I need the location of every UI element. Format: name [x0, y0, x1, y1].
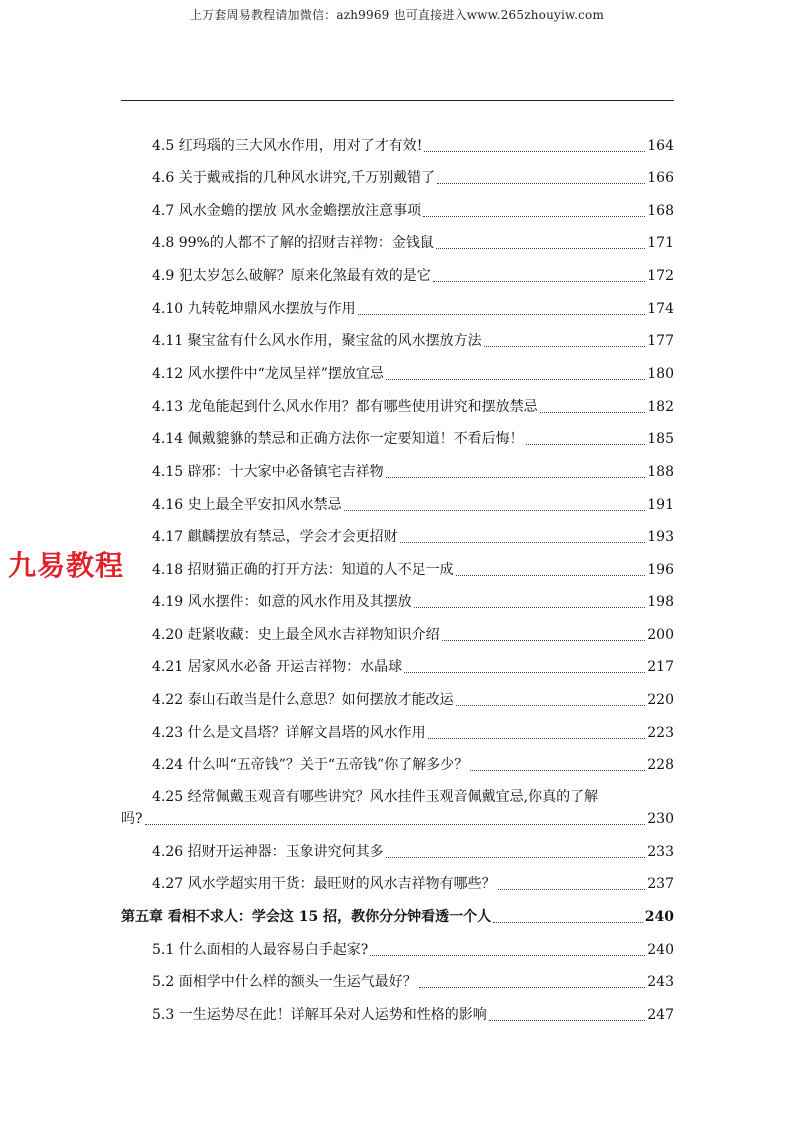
toc-entry[interactable] [152, 298, 674, 320]
toc-leader-dots [456, 575, 646, 576]
toc-page-number: 188 [647, 464, 674, 480]
toc-entry-title: 4.14 佩戴貔貅的禁忌和正确方法你一定要知道！不看后悔！ [152, 431, 524, 447]
toc-page-number: 172 [647, 268, 674, 284]
toc-entry-title: 4.12 风水摆件中“龙凤呈祥”摆放宜忌 [152, 366, 384, 382]
toc-entry-title: 5.3 一生运势尽在此！详解耳朵对人运势和性格的影响 [152, 1007, 487, 1023]
toc-entry[interactable] [152, 396, 674, 418]
toc-leader-dots [437, 183, 645, 184]
toc-entry-title: 4.11 聚宝盆有什么风水作用，聚宝盆的风水摆放方法 [152, 333, 482, 349]
toc-entry-title: 4.16 史上最全平安扣风水禁忌 [152, 497, 342, 513]
toc-entry-title: 4.8 99%的人都不了解的招财吉祥物：金钱鼠 [152, 235, 434, 251]
toc-page-number: 180 [647, 366, 674, 382]
toc-leader-dots [456, 705, 646, 706]
toc-leader-dots [414, 607, 646, 608]
toc-entry-title: 4.26 招财开运神器：玉象讲究何其多 [152, 844, 384, 860]
toc-entry[interactable] [152, 167, 674, 189]
toc-page-number: 174 [647, 301, 674, 317]
toc-page-number: 196 [647, 562, 674, 578]
toc-leader-dots [433, 281, 646, 282]
toc-leader-dots [489, 1020, 646, 1021]
toc-page-number: 223 [647, 725, 674, 741]
toc-entry[interactable] [152, 754, 674, 776]
page-header: 上万套周易教程请加微信：azh9969 也可直接进入www.265zhouyiw.com [189, 8, 605, 22]
toc-entry[interactable] [152, 494, 674, 516]
toc-entry-first-line: 4.25 经常佩戴玉观音有哪些讲究？风水挂件玉观音佩戴宜忌,你真的了解 [152, 789, 599, 805]
toc-entry-title: 4.19 风水摆件：如意的风水作用及其摆放 [152, 594, 412, 610]
toc-leader-dots [386, 379, 645, 380]
toc-leader-dots [526, 444, 646, 445]
toc-page-number: 166 [647, 170, 674, 186]
toc-entry[interactable] [152, 971, 674, 993]
toc-leader-dots [386, 857, 646, 858]
toc-leader-dots [386, 477, 646, 478]
toc-entry-title: 5.2 面相学中什么样的额头一生运气最好？ [152, 974, 417, 990]
toc-chapter-entry[interactable] [121, 906, 674, 928]
toc-entry[interactable] [152, 200, 674, 222]
toc-entry-title: 4.21 居家风水必备 开运吉祥物：水晶球 [152, 659, 403, 675]
toc-page-number: 164 [647, 138, 674, 154]
toc-entry-title: 4.6 关于戴戒指的几种风水讲究,千万别戴错了 [152, 170, 436, 186]
toc-entry-title: 第五章 看相不求人：学会这 15 招，教你分分钟看透一个人 [121, 909, 492, 925]
toc-entry-title: 4.22 泰山石敢当是什么意思？如何摆放才能改运 [152, 692, 454, 708]
toc-page-number: 240 [644, 909, 674, 925]
toc-leader-dots [145, 824, 646, 825]
toc-entry[interactable] [152, 1004, 674, 1026]
toc-page-number: 193 [647, 529, 674, 545]
toc-page-number: 182 [647, 399, 674, 415]
toc-entry[interactable] [152, 363, 674, 385]
toc-entry-title: 4.5 红玛瑙的三大风水作用，用对了才有效! [152, 138, 423, 154]
toc-entry-title: 4.9 犯太岁怎么破解？原来化煞最有效的是它 [152, 268, 431, 284]
toc-leader-dots [419, 987, 646, 988]
toc-entry[interactable] [152, 656, 674, 678]
toc-entry[interactable] [152, 841, 674, 863]
toc-entry[interactable] [152, 526, 674, 548]
toc-entry[interactable] [152, 461, 674, 483]
toc-entry[interactable] [152, 265, 674, 287]
toc-leader-dots [428, 738, 646, 739]
watermark: 九易教程 [8, 549, 125, 582]
toc-leader-dots [470, 770, 645, 771]
toc-entry-title: 4.10 九转乾坤鼎风水摆放与作用 [152, 301, 356, 317]
toc-page-number: 228 [647, 757, 674, 773]
toc-entry[interactable] [152, 232, 674, 254]
toc-entry[interactable] [152, 591, 674, 613]
toc-entry-title: 4.18 招财猫正确的打开方法：知道的人不足一成 [152, 562, 454, 578]
toc-leader-dots [423, 216, 645, 217]
toc-page-number: 247 [647, 1007, 674, 1023]
toc-entry-title: 4.24 什么叫“五帝钱”？关于“五帝钱”你了解多少？ [152, 757, 469, 773]
toc-page-number: 198 [647, 594, 674, 610]
toc-entry-title: 4.20 赶紧收藏：史上最全风水吉祥物知识介绍 [152, 627, 440, 643]
toc-page-number: 230 [647, 811, 674, 827]
toc-entry-title: 4.23 什么是文昌塔？详解文昌塔的风水作用 [152, 725, 426, 741]
toc-entry-title: 4.7 风水金蟾的摆放 风水金蟾摆放注意事项 [152, 203, 422, 219]
toc-entry-title: 4.13 龙龟能起到什么风水作用？都有哪些使用讲究和摆放禁忌 [152, 399, 538, 415]
toc-page-number: 220 [647, 692, 674, 708]
toc-page-number: 243 [647, 974, 674, 990]
toc-leader-dots [484, 346, 646, 347]
toc-leader-dots [493, 922, 643, 923]
toc-entry[interactable] [152, 722, 674, 744]
toc-entry[interactable] [152, 624, 674, 646]
toc-entry[interactable] [152, 873, 674, 895]
toc-entry[interactable] [152, 559, 674, 581]
toc-page-number: 200 [647, 627, 674, 643]
toc-leader-dots [442, 640, 646, 641]
toc-page-number: 191 [647, 497, 674, 513]
toc-entry-title: 4.17 麒麟摆放有禁忌，学会才会更招财 [152, 529, 398, 545]
toc-entry[interactable] [152, 689, 674, 711]
toc-page-number: 168 [647, 203, 674, 219]
toc-page-number: 185 [647, 431, 674, 447]
toc-entry-title: 4.27 风水学超实用干货：最旺财的风水吉祥物有哪些？ [152, 876, 496, 892]
toc-leader-dots [400, 542, 646, 543]
toc-entry-title: 5.1 什么面相的人最容易白手起家? [152, 942, 369, 958]
toc-page-number: 237 [647, 876, 674, 892]
toc-leader-dots [498, 889, 646, 890]
toc-page-number: 171 [647, 235, 674, 251]
toc-leader-dots [436, 248, 645, 249]
toc-page-number: 240 [647, 942, 674, 958]
toc-entry[interactable] [152, 939, 674, 961]
toc-entry[interactable] [152, 428, 674, 450]
toc-page-number: 217 [647, 659, 674, 675]
toc-leader-dots [540, 412, 646, 413]
toc-leader-dots [404, 672, 645, 673]
toc-leader-dots [424, 151, 645, 152]
toc-leader-dots [370, 955, 645, 956]
toc-entry-title: 4.15 辟邪：十大家中必备镇宅吉祥物 [152, 464, 384, 480]
toc-entry[interactable] [121, 808, 674, 830]
toc-entry[interactable] [152, 330, 674, 352]
toc-entry[interactable] [152, 135, 674, 157]
toc-entry-title: 吗? [121, 811, 143, 827]
toc-leader-dots [358, 314, 646, 315]
toc-page-number: 233 [647, 844, 674, 860]
toc-leader-dots [344, 510, 646, 511]
toc-page-number: 177 [647, 333, 674, 349]
